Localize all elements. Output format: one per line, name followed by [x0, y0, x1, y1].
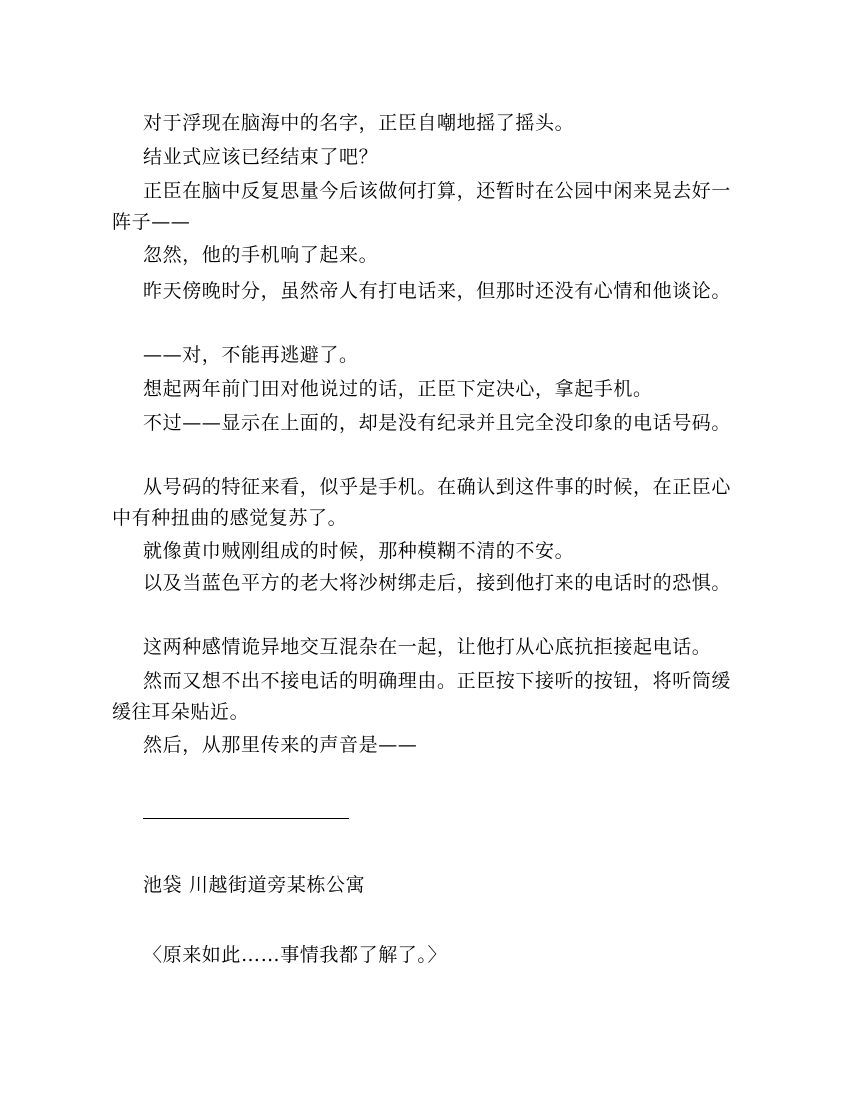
paragraph: 就像黄巾贼刚组成的时候，那种模糊不清的不安。: [143, 540, 575, 562]
dialogue-line: 〈原来如此……事情我都了解了。〉: [143, 944, 448, 966]
paragraph: 结业式应该已经结束了吧？: [143, 146, 379, 168]
paragraph: 忽然，他的手机响了起来。: [143, 244, 379, 266]
scene-location-heading: 池袋 川越街道旁某栋公寓: [143, 874, 366, 896]
paragraph: 不过——显示在上面的，却是没有纪录并且完全没印象的电话号码。: [143, 412, 732, 434]
paragraph: 这两种感情诡异地交互混杂在一起，让他打从心底抗拒接起电话。: [143, 636, 712, 658]
paragraph: 想起两年前门田对他说过的话，正臣下定决心，拿起手机。: [143, 378, 653, 400]
paragraph: 从号码的特征来看，似乎是手机。在确认到这件事的时候，在正臣心中有种扭曲的感觉复苏了。: [112, 476, 732, 529]
paragraph: ——对，不能再逃避了。: [143, 344, 359, 366]
paragraph: 然而又想不出不接电话的明确理由。正臣按下接听的按钮，将听筒缓缓往耳朵贴近。: [112, 670, 732, 723]
paragraph: 对于浮现在脑海中的名字，正臣自嘲地摇了摇头。: [143, 112, 575, 134]
paragraph: 以及当蓝色平方的老大将沙树绑走后，接到他打来的电话时的恐惧。: [143, 572, 732, 594]
paragraph: 昨天傍晚时分，虽然帝人有打电话来，但那时还没有心情和他谈论。: [143, 280, 732, 302]
paragraph: 然后，从那里传来的声音是——: [143, 734, 418, 756]
paragraph: 正臣在脑中反复思量今后该做何打算，还暂时在公园中闲来晃去好一阵子——: [112, 180, 732, 233]
scene-break-line: [143, 818, 349, 819]
